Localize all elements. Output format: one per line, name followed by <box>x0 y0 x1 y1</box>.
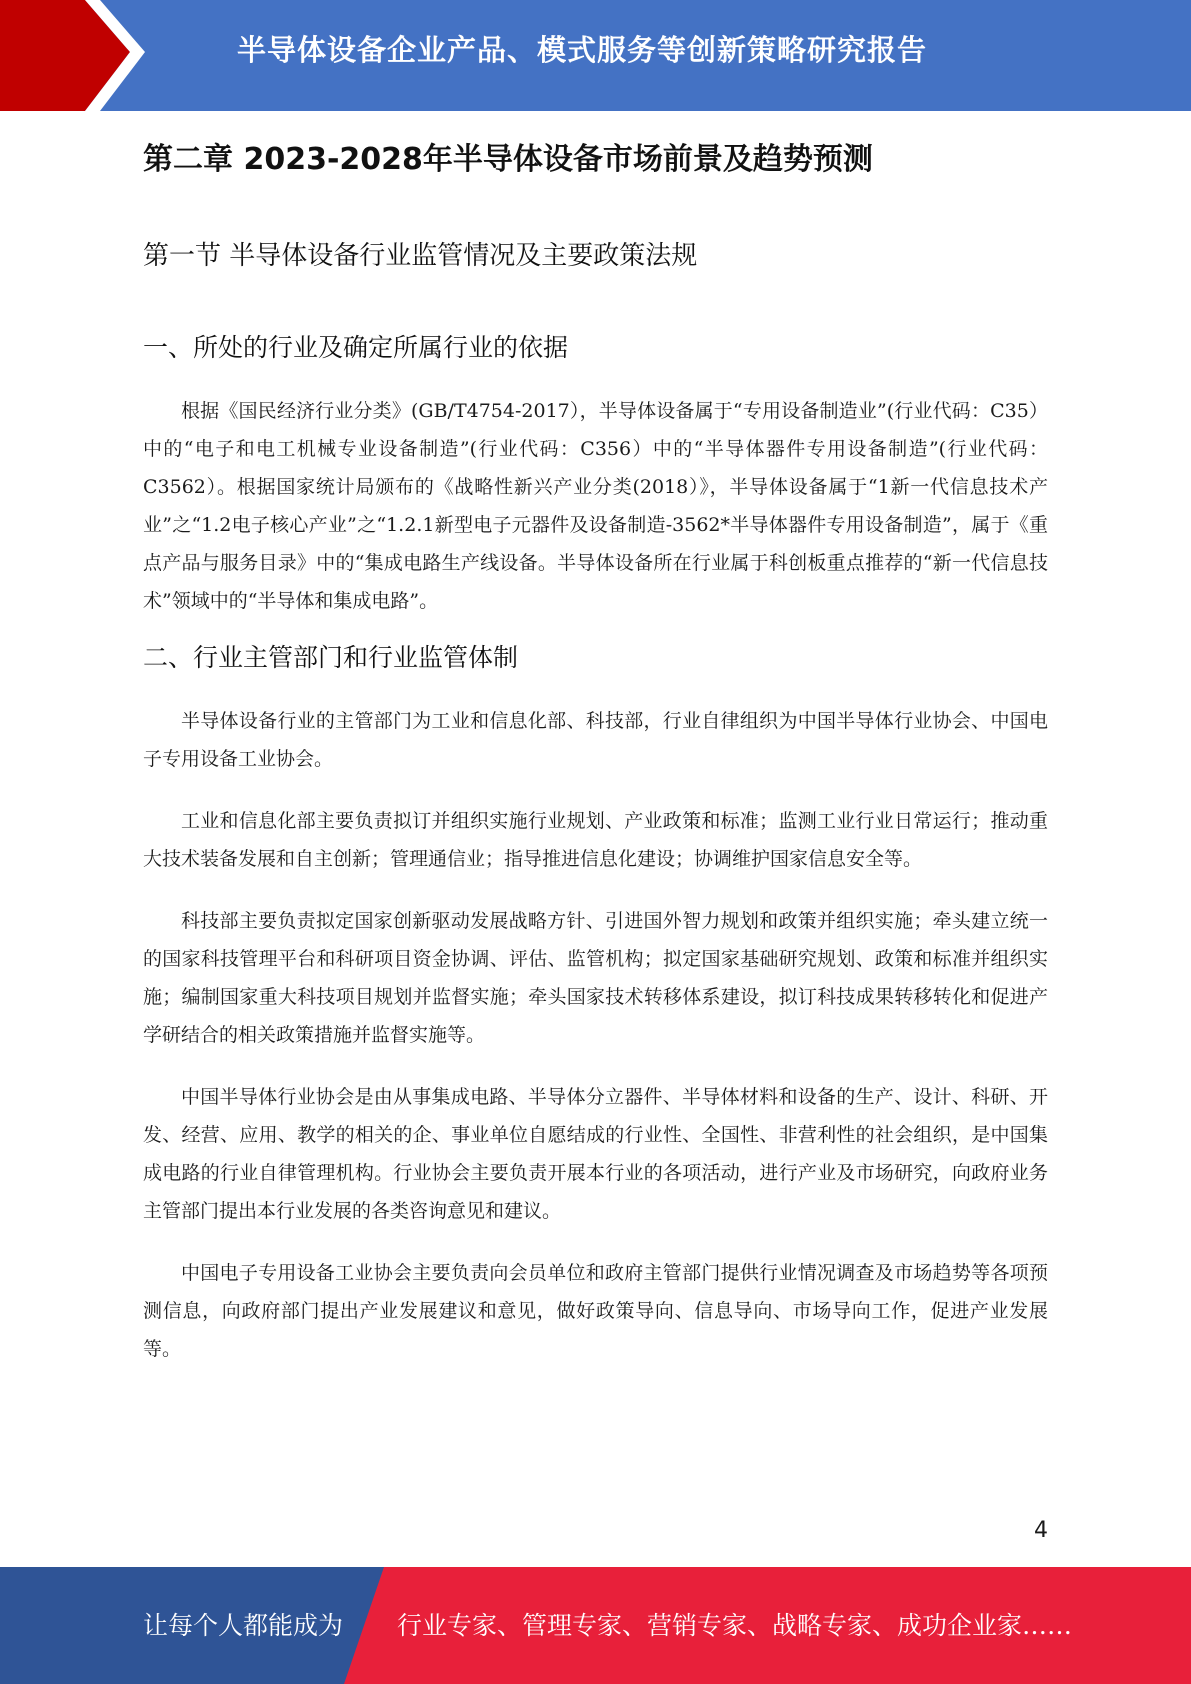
paragraph-miit-duties: 工业和信息化部主要负责拟订并组织实施行业规划、产业政策和标准；监测工业行业日常运行；推动重大技术装备发展和自主创新；管理通信业；指导推进信息化建设；协调维护国家信息安全等。 <box>143 810 1048 870</box>
report-header-banner <box>0 0 1191 111</box>
report-title: 半导体设备企业产品、模式服务等创新策略研究报告 <box>237 33 928 67</box>
header-arrow-decoration <box>0 0 160 111</box>
section-title: 第一节 半导体设备行业监管情况及主要政策法规 <box>143 241 698 271</box>
footer-slogan-right: 行业专家、管理专家、营销专家、战略专家、成功企业家…… <box>397 1611 1073 1640</box>
paragraph-industry-classification: 根据《国民经济行业分类》(GB/T4754-2017），半导体设备属于“专用设备制造业”(行业代码：C35）中的“电子和电工机械专业设备制造”(行业代码：C356）中的“半导体器件专用设备制造”(行业代码：C3562）。根据国家统计局颁布的《战略性新兴产业分类(2018）》，半导体设备属于“1新一代信息技术产业”之“1.2电子核心产业”之“1.2.1新型电子元器件及设备制造-3562*半导体器件专用设备制造”，属于《重点产品与服务目录》中的“集成电路生产线设备。半导体设备所在行业属于科创板重点推荐的“新一代信息技术”领域中的“半导体和集成电路”。 <box>143 400 1048 612</box>
paragraph-most-duties: 科技部主要负责拟定国家创新驱动发展战略方针、引进国外智力规划和政策并组织实施；牵头建立统一的国家科技管理平台和科研项目资金协调、评估、监管机构；拟定国家基础研究规划、政策和标准并组织实施；编制国家重大科技项目规划并监督实施；牵头国家技术转移体系建设，拟订科技成果转移转化和促进产学研结合的相关政策措施并监督实施等。 <box>143 910 1048 1046</box>
chapter-title: 第二章 2023-2028年半导体设备市场前景及趋势预测 <box>143 142 873 177</box>
page-number: 4 <box>1034 1518 1048 1543</box>
report-footer-banner <box>0 1567 1191 1684</box>
document-body <box>143 140 1048 1368</box>
footer-slogan-left: 让每个人都能成为 <box>143 1611 344 1640</box>
paragraph-csia-description: 中国半导体行业协会是由从事集成电路、半导体分立器件、半导体材料和设备的生产、设计、科研、开发、经营、应用、教学的相关的企、事业单位自愿结成的行业性、全国性、非营利性的社会组织，是中国集成电路的行业自律管理机构。行业协会主要负责开展本行业的各项活动，进行产业及市场研究，向政府业务主管部门提出本行业发展的各类咨询意见和建议。 <box>143 1086 1048 1222</box>
paragraph-authorities: 半导体设备行业的主管部门为工业和信息化部、科技部，行业自律组织为中国半导体行业协会、中国电子专用设备工业协会。 <box>143 710 1048 770</box>
subsection-title-industry-basis: 一、所处的行业及确定所属行业的依据 <box>143 333 569 362</box>
subsection-title-regulatory-system: 二、行业主管部门和行业监管体制 <box>143 643 519 672</box>
paragraph-cepea-description: 中国电子专用设备工业协会主要负责向会员单位和政府主管部门提供行业情况调查及市场趋势等各项预测信息，向政府部门提出产业发展建议和意见，做好政策导向、信息导向、市场导向工作，促进产业发展等。 <box>143 1262 1048 1360</box>
